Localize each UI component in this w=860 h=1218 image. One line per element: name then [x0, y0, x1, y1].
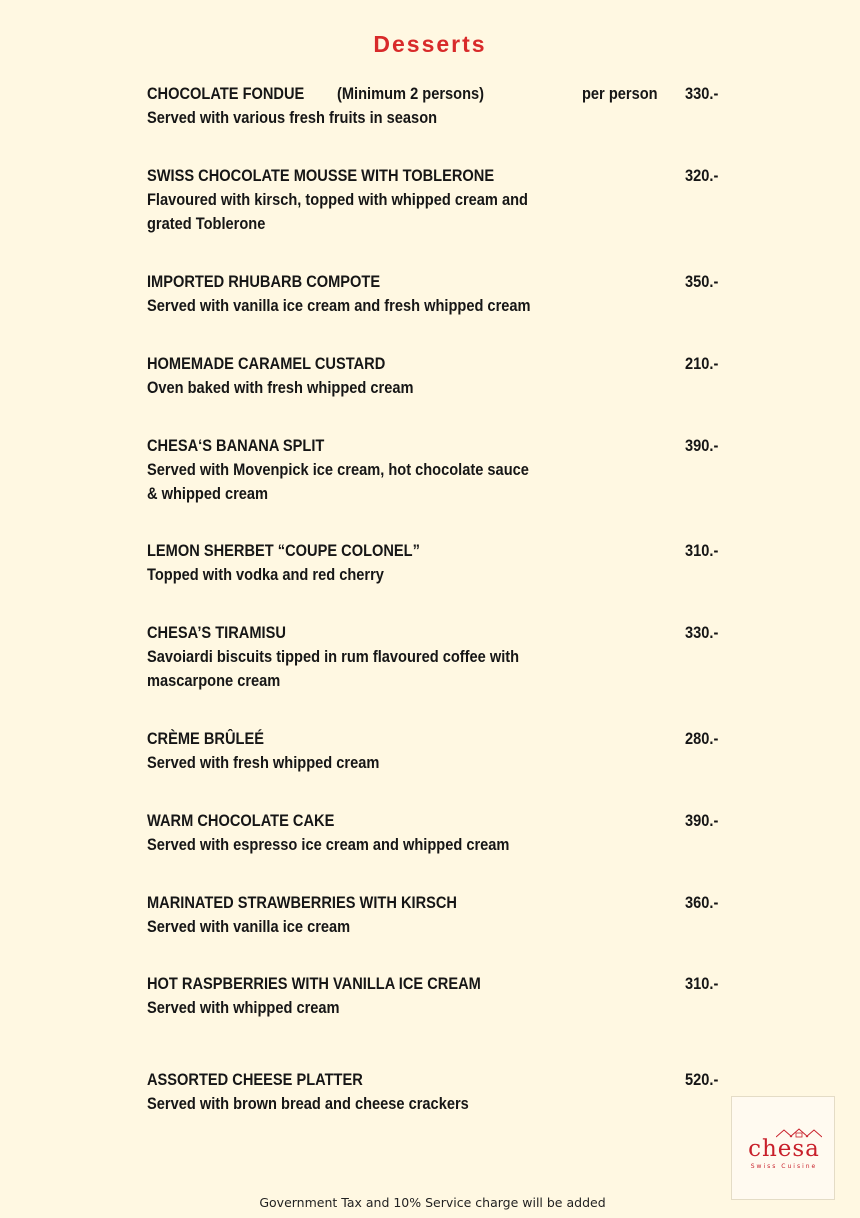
item-price: 350.-	[685, 272, 719, 291]
menu-item	[147, 434, 737, 506]
item-description: Oven baked with fresh whipped cream	[147, 378, 414, 397]
item-description: mascarpone cream	[147, 671, 281, 690]
item-description: Served with fresh whipped cream	[147, 753, 380, 772]
menu-item	[147, 539, 737, 587]
menu-item	[147, 1068, 737, 1116]
item-description: grated Toblerone	[147, 214, 266, 233]
item-description: Served with various fresh fruits in season	[147, 108, 438, 127]
item-description: & whipped cream	[147, 484, 269, 503]
item-description: Served with vanilla ice cream	[147, 917, 351, 936]
item-description: Served with brown bread and cheese crackers	[147, 1094, 469, 1113]
item-description: Served with Movenpick ice cream, hot chocolate sauce	[147, 460, 529, 479]
menu-item	[147, 82, 737, 130]
item-price: 280.-	[685, 729, 719, 748]
item-name: LEMON SHERBET “COUPE COLONEL”	[147, 541, 420, 560]
item-name: IMPORTED RHUBARB COMPOTE	[147, 272, 381, 291]
item-price-unit: per person	[582, 84, 658, 103]
item-description: Served with whipped cream	[147, 998, 340, 1017]
item-price: 390.-	[685, 436, 719, 455]
footer-note: Government Tax and 10% Service charge will be added	[259, 1195, 606, 1210]
menu-item	[147, 621, 737, 693]
menu-item	[147, 270, 737, 318]
item-price: 310.-	[685, 541, 719, 560]
item-name: CRÈME BRÛLEÉ	[147, 729, 264, 748]
item-description: Savoiardi biscuits tipped in rum flavoured coffee with	[147, 647, 520, 666]
item-name: ASSORTED CHEESE PLATTER	[147, 1070, 363, 1089]
item-name: CHESA’S TIRAMISU	[147, 623, 286, 642]
item-price: 360.-	[685, 893, 719, 912]
item-name: HOMEMADE CARAMEL CUSTARD	[147, 354, 386, 373]
item-description: Served with vanilla ice cream and fresh whipped cream	[147, 296, 531, 315]
chesa-logo	[731, 1096, 835, 1200]
item-price: 390.-	[685, 811, 719, 830]
item-name: CHESA‘S BANANA SPLIT	[147, 436, 325, 455]
item-price: 330.-	[685, 84, 719, 103]
item-price: 330.-	[685, 623, 719, 642]
menu-item	[147, 972, 737, 1020]
menu-item	[147, 352, 737, 400]
item-note: (Minimum 2 persons)	[337, 84, 485, 103]
logo-tagline: Swiss Cuisine	[750, 1163, 818, 1170]
item-price: 310.-	[685, 974, 719, 993]
item-price: 520.-	[685, 1070, 719, 1089]
item-name: MARINATED STRAWBERRIES WITH KIRSCH	[147, 893, 457, 912]
item-description: Topped with vodka and red cherry	[147, 565, 384, 584]
page-title: Desserts	[373, 31, 487, 57]
item-name: HOT RASPBERRIES WITH VANILLA ICE CREAM	[147, 974, 481, 993]
menu-item	[147, 809, 737, 857]
item-price: 320.-	[685, 166, 719, 185]
item-price: 210.-	[685, 354, 719, 373]
item-name: SWISS CHOCOLATE MOUSSE WITH TOBLERONE	[147, 166, 495, 185]
item-name: WARM CHOCOLATE CAKE	[147, 811, 335, 830]
item-description: Flavoured with kirsch, topped with whipped cream and	[147, 190, 528, 209]
item-name: CHOCOLATE FONDUE	[147, 84, 305, 103]
menu-item	[147, 164, 737, 236]
menu-item	[147, 727, 737, 775]
menu-item	[147, 891, 737, 939]
item-description: Served with espresso ice cream and whipped cream	[147, 835, 510, 854]
logo-wordmark: chesa	[748, 1136, 820, 1162]
